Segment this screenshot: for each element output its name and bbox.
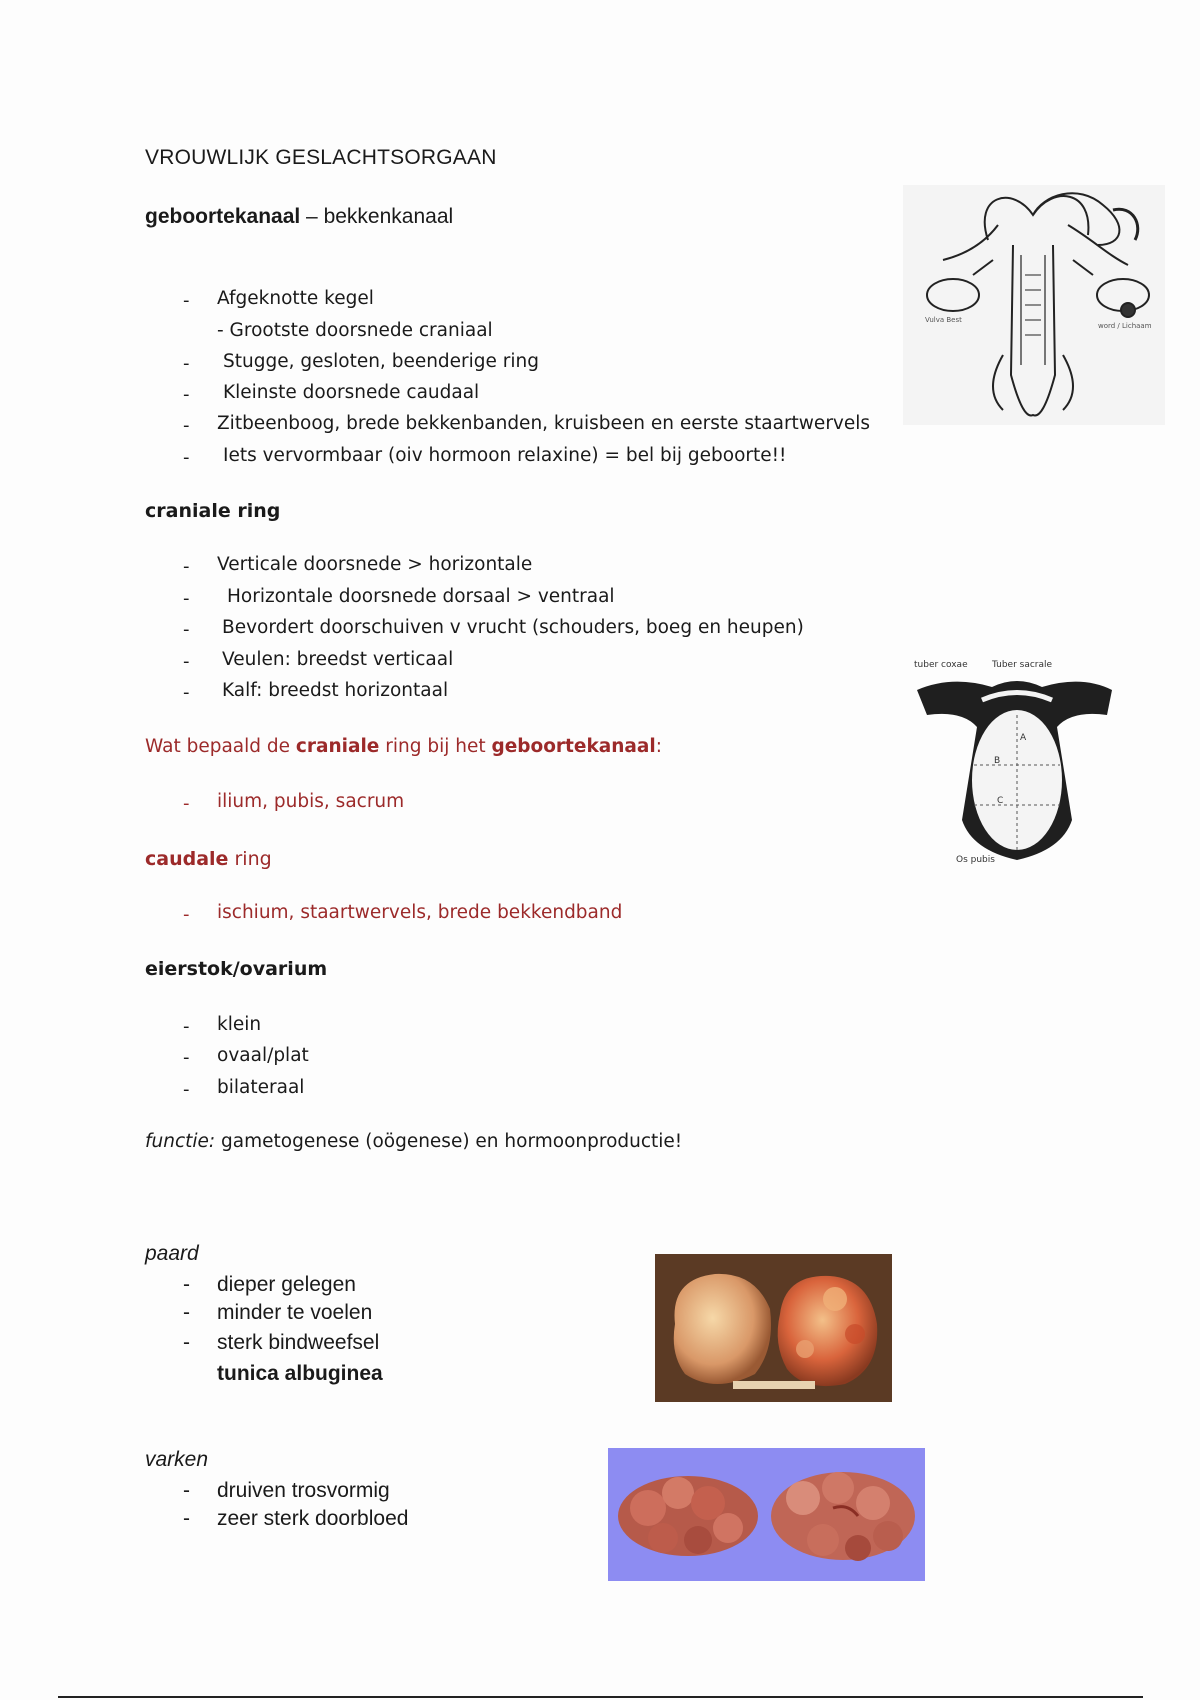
list-item: minder te voelen	[217, 1301, 373, 1324]
bullet-dash: -	[183, 290, 190, 311]
bullet-dash: -	[183, 1331, 190, 1354]
pelvis-drawing	[912, 655, 1122, 870]
question-part: ring bij het	[379, 736, 492, 757]
list-item: Iets vervormbaar (oiv hormoon relaxine) = bel bij geboorte!!	[223, 445, 787, 466]
horse-heading: paard	[145, 1242, 199, 1265]
question-part: Wat bepaald de	[145, 736, 296, 757]
list-item: - Grootste doorsnede craniaal	[217, 320, 493, 341]
bullet-dash: -	[183, 415, 190, 436]
list-item: Verticale doorsnede > horizontale	[217, 554, 533, 575]
list-item: sterk bindweefsel	[217, 1331, 380, 1354]
function-line	[145, 1131, 682, 1152]
drawing-label: word / Lichaam	[1098, 322, 1152, 330]
bullet-dash: -	[183, 619, 190, 640]
list-item: klein	[217, 1014, 262, 1035]
question-bold: craniale	[295, 736, 380, 757]
bullet-dash: -	[183, 556, 190, 577]
caudal-rest: ring	[228, 848, 272, 870]
ovary-heading: eierstok/ovarium	[145, 958, 328, 980]
reproductive-tract-illustration	[903, 185, 1165, 425]
bullet-dash: -	[183, 1273, 190, 1296]
question-line	[145, 736, 662, 757]
subtitle-rest: – bekkenkanaal	[300, 205, 454, 228]
pig-ovary-drawing	[608, 1448, 925, 1581]
bullet-dash: -	[183, 904, 190, 925]
list-item: Kalf: breedst horizontaal	[222, 680, 449, 701]
bullet-dash: -	[183, 651, 190, 672]
label-tuber-sacrale: Tuber sacrale	[992, 660, 1053, 670]
pig-ovary-photo	[608, 1448, 925, 1581]
list-item: dieper gelegen	[217, 1273, 356, 1296]
function-label: functie:	[145, 1131, 216, 1152]
subtitle-bold: geboortekanaal	[145, 205, 301, 228]
question-answer: ilium, pubis, sacrum	[217, 791, 405, 812]
label-a: A	[1020, 733, 1027, 743]
caudal-bold: caudale	[145, 848, 229, 870]
caudal-heading	[145, 848, 272, 870]
pig-heading: varken	[145, 1448, 209, 1471]
tunica-note: tunica albuginea	[217, 1362, 383, 1385]
bullet-dash: -	[183, 588, 190, 609]
label-os-pubis: Os pubis	[956, 855, 995, 865]
section-subtitle	[145, 205, 453, 229]
bullet-dash: -	[183, 1507, 190, 1530]
bullet-dash: -	[183, 447, 190, 468]
list-item: ovaal/plat	[217, 1045, 309, 1066]
bullet-dash: -	[183, 1047, 190, 1068]
list-item: Kleinste doorsnede caudaal	[223, 382, 480, 403]
footer-rule	[58, 1696, 1143, 1698]
function-text: gametogenese (oögenese) en hormoonproductie!	[215, 1131, 683, 1152]
list-item: Afgeknotte kegel	[217, 288, 374, 309]
bullet-dash: -	[183, 682, 190, 703]
bullet-dash: -	[183, 1016, 190, 1037]
list-item: Zitbeenboog, brede bekkenbanden, kruisbeen en eerste staartwervels	[217, 413, 871, 434]
cranial-heading: craniale ring	[145, 500, 281, 522]
bullet-dash: -	[183, 1079, 190, 1100]
bullet-dash: -	[183, 1479, 190, 1502]
reproductive-tract-drawing	[903, 185, 1165, 425]
drawing-label: Vulva Best	[925, 316, 962, 324]
bullet-dash: -	[183, 384, 190, 405]
label-b: B	[994, 756, 1001, 766]
bullet-dash: -	[183, 793, 190, 814]
question-bold: geboortekanaal	[491, 736, 656, 757]
list-item: Stugge, gesloten, beenderige ring	[223, 351, 540, 372]
list-item: Bevordert doorschuiven v vrucht (schouders, boeg en heupen)	[222, 617, 804, 638]
list-item: Horizontale doorsnede dorsaal > ventraal	[227, 586, 615, 607]
page-title: VROUWLIJK GESLACHTSORGAAN	[145, 146, 497, 169]
caudal-answer: ischium, staartwervels, brede bekkendband	[217, 902, 623, 923]
list-item: zeer sterk doorbloed	[217, 1507, 409, 1530]
horse-ovary-drawing	[655, 1254, 892, 1402]
horse-ovary-photo	[655, 1254, 892, 1402]
label-tuber-coxae: tuber coxae	[914, 660, 968, 670]
list-item: druiven trosvormig	[217, 1479, 390, 1502]
list-item: Veulen: breedst verticaal	[222, 649, 454, 670]
pelvis-illustration	[912, 655, 1122, 870]
bullet-dash: -	[183, 1301, 190, 1324]
list-item: bilateraal	[217, 1077, 305, 1098]
bullet-dash: -	[183, 353, 190, 374]
label-c: C	[997, 796, 1004, 806]
question-part: :	[655, 736, 662, 757]
